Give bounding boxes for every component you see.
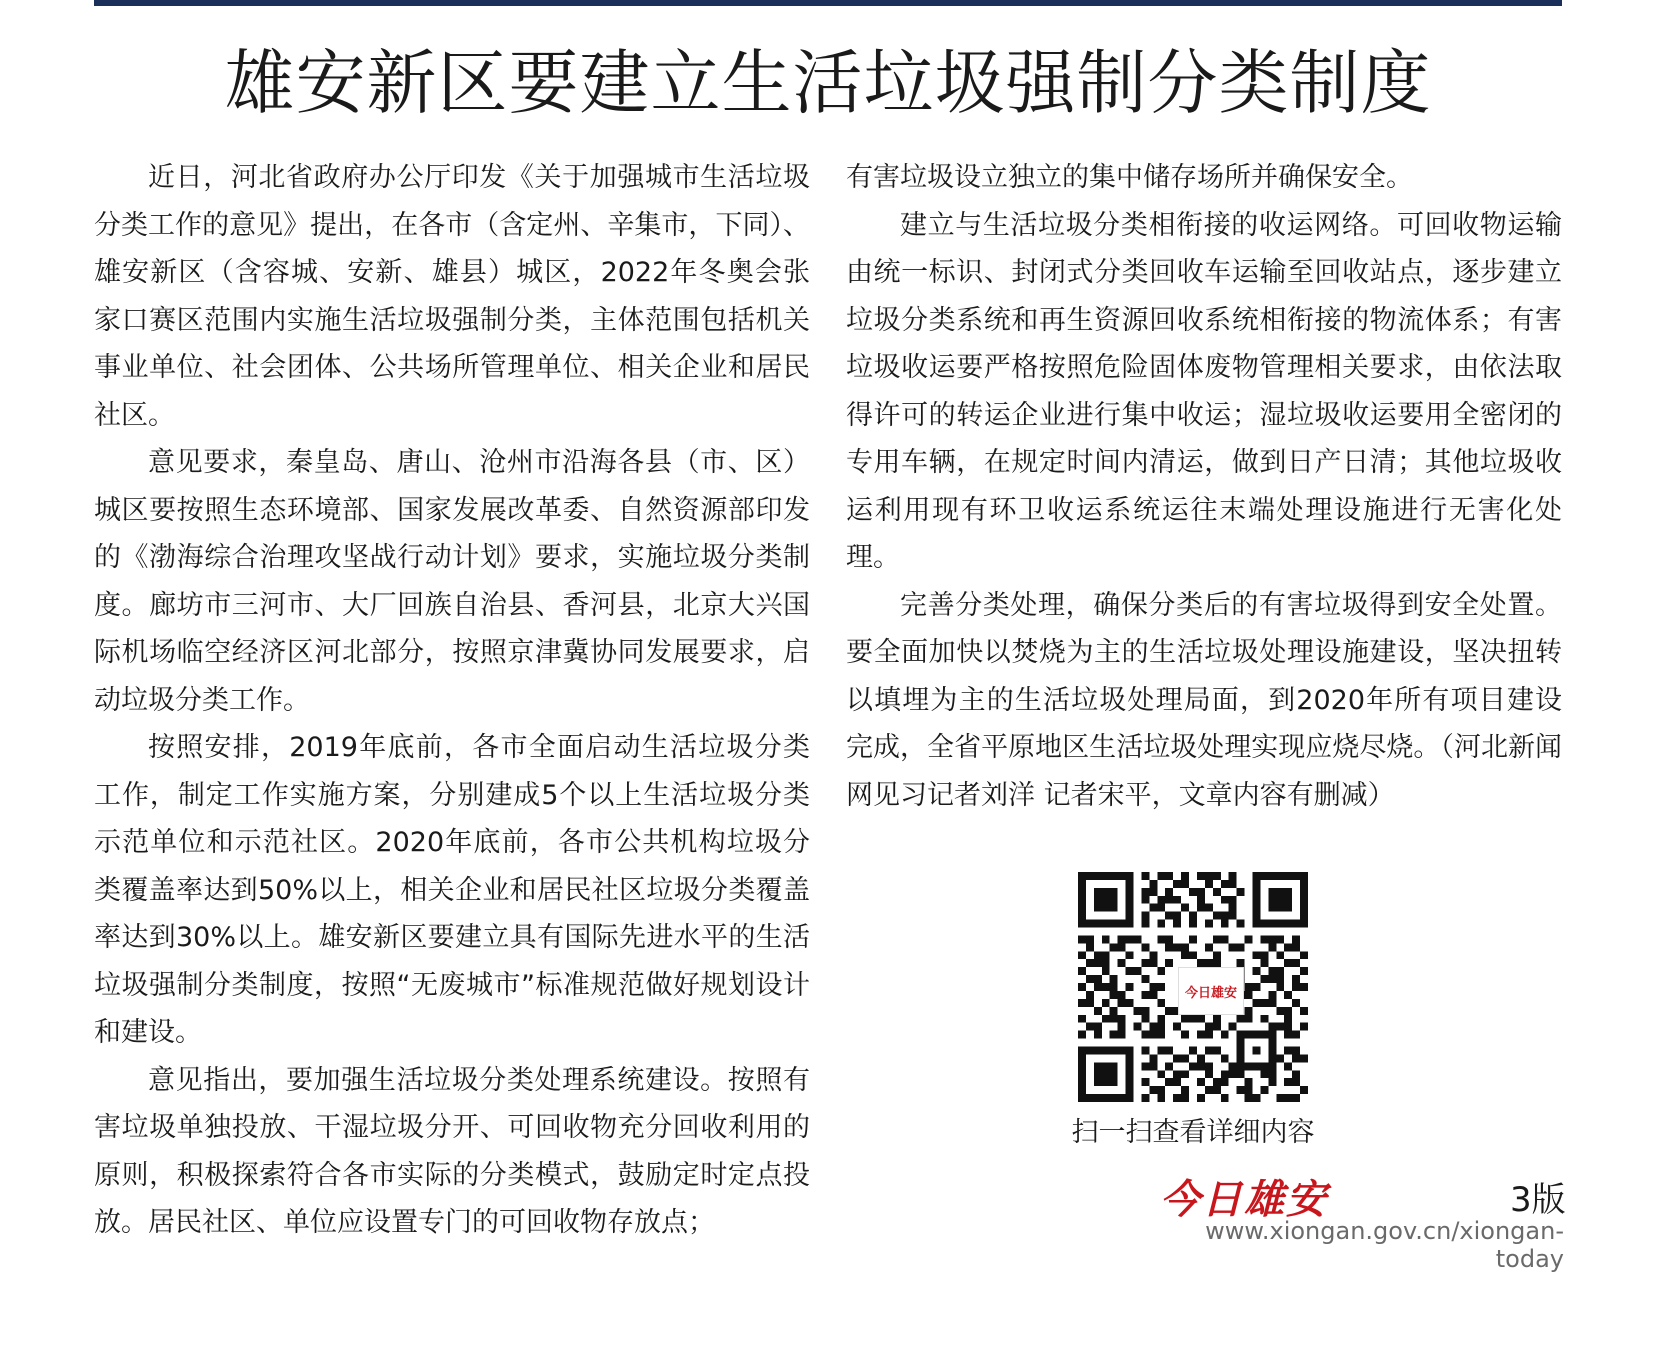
site-url[interactable]: www.xiongan.gov.cn/xiongan-today	[1205, 1217, 1564, 1273]
paragraph: 完善分类处理，确保分类后的有害垃圾得到安全处置。要全面加快以焚烧为主的生活垃圾处理设施建设，坚决扭转以填埋为主的生活垃圾处理局面，到2020年所有项目建设完成，全省平原地区生活垃圾处理实现应烧尽烧。（河北新闻网见习记者刘洋 记者宋平，文章内容有删减）	[846, 589, 1562, 811]
paragraph: 建立与生活垃圾分类相衔接的收运网络。可回收物运输由统一标识、封闭式分类回收车运输至回收站点，逐步建立垃圾分类系统和再生资源回收系统相衔接的物流体系；有害垃圾收运要严格按照危险固体废物管理相关要求，由依法取得许可的转运企业进行集中收运；湿垃圾收运要用全密闭的专用车辆，在规定时间内清运，做到日产日清；其他垃圾收运利用现有环卫收运系统运往末端处理设施进行无害化处理。	[846, 209, 1562, 573]
paragraph: 近日，河北省政府办公厅印发《关于加强城市生活垃圾分类工作的意见》提出，在各市（含定州、辛集市，下同）、雄安新区（含容城、安新、雄县）城区，2022年冬奥会张家口赛区范围内实施生活垃圾强制分类，主体范围包括机关事业单位、社会团体、公共场所管理单位、相关企业和居民社区。	[94, 162, 810, 431]
qr-center-logo: 今日雄安	[1178, 967, 1244, 1015]
article-body	[94, 154, 1562, 1254]
qr-caption: 扫一扫查看详细内容	[1071, 1117, 1315, 1148]
paragraph: 意见要求，秦皇岛、唐山、沧州市沿海各县（市、区）城区要按照生态环境部、国家发展改革委、自然资源部印发的《渤海综合治理攻坚战行动计划》要求，实施垃圾分类制度。廊坊市三河市、大厂回族自治县、香河县，北京大兴国际机场临空经济区河北部分，按照京津冀协同发展要求，启动垃圾分类工作。	[94, 447, 810, 716]
qr-code[interactable]	[1078, 872, 1308, 1102]
article-column-right	[846, 154, 1562, 819]
paragraph-continuation: 有害垃圾设立独立的集中储存场所并确保安全。	[846, 162, 1413, 193]
brand-logo: 今日雄安	[1160, 1176, 1328, 1223]
top-accent-bar	[94, 0, 1562, 6]
paragraph: 意见指出，要加强生活垃圾分类处理系统建设。按照有害垃圾单独投放、干湿垃圾分开、可回收物充分回收利用的原则，积极探索符合各市实际的分类模式，鼓励定时定点投放。居民社区、单位应设置专门的可回收物存放点；	[94, 1064, 810, 1238]
page-title: 雄安新区要建立生活垃圾强制分类制度	[224, 42, 1432, 124]
page-number: 3版	[1510, 1180, 1566, 1220]
article-column-left	[94, 154, 810, 1247]
paragraph: 按照安排，2019年底前，各市全面启动生活垃圾分类工作，制定工作实施方案，分别建成5个以上生活垃圾分类示范单位和示范社区。2020年底前，各市公共机构垃圾分类覆盖率达到50%以上，相关企业和居民社区垃圾分类覆盖率达到30%以上。雄安新区要建立具有国际先进水平的生活垃圾强制分类制度，按照“无废城市”标准规范做好规划设计和建设。	[94, 732, 810, 1048]
